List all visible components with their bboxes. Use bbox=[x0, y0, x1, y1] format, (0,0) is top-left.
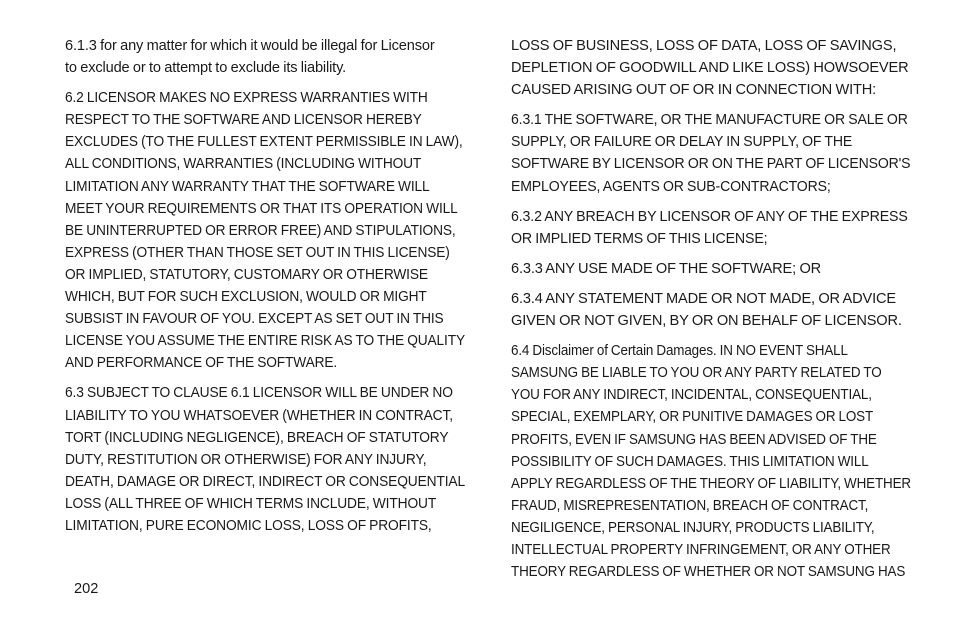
clause-6-3-4: 6.3.4 ANY STATEMENT MADE OR NOT MADE, OR ADVICE GIVEN OR NOT GIVEN, BY OR ON BEHALF OF LICENSOR. bbox=[511, 290, 902, 330]
clause-6-4: 6.4 Disclaimer of Certain Damages. IN NO EVENT SHALL SAMSUNG BE LIABLE TO YOU OR ANY PARTY RELATED TO YOU FOR ANY INDIRECT, INCIDENTAL, CONSEQUENTIAL, SPECIAL, EXEMPLARY, OR PUNITIVE DAMAGES OR LOST PROFITS, EVEN IF SAMSUNG HAS BEEN ADVISED OF THE POSSIBILITY OF SUCH DAMAGES. THIS LIMITATION WILL APPLY REGARDLESS OF THE THEORY OF LIABILITY, WHETHER FRAUD, MISREPRESENTATION, BREACH OF CONTRACT, NEGILIGENCE, PERSONAL INJURY, PRODUCTS LIABILITY, INTELLECTUAL PROPERTY INFRINGEMENT, OR ANY OTHER THEORY REGARDLESS OF WHETHER OR NOT SAMSUNG HAS bbox=[511, 343, 911, 581]
left-column bbox=[65, 35, 465, 545]
clause-6-3-1: 6.3.1 THE SOFTWARE, OR THE MANUFACTURE OR SALE OR SUPPLY, OR FAILURE OR DELAY IN SUPPLY, OF THE SOFTWARE BY LICENSOR OR ON THE PART OF LICENSOR'S EMPLOYEES, AGENTS OR SUB-CONTRACTORS; bbox=[511, 112, 911, 195]
page-number: 202 bbox=[74, 581, 99, 597]
clause-6-3-2: 6.3.2 ANY BREACH BY LICENSOR OF ANY OF THE EXPRESS OR IMPLIED TERMS OF THIS LICENSE; bbox=[511, 208, 908, 247]
clause-6-2: 6.2 LICENSOR MAKES NO EXPRESS WARRANTIES WITH RESPECT TO THE SOFTWARE AND LICENSOR HEREBY EXCLUDES (TO THE FULLEST EXTENT PERMISSIBLE IN LAW), ALL CONDITIONS, WARRANTIES (INCLUDING WITHOUT LIMITATION ANY WARRANTY THAT THE SOFTWARE WILL MEET YOUR REQUIREMENTS OR THAT ITS OPERATION WILL BE UNINTERRUPTED OR ERROR FREE) AND STIPULATIONS, EXPRESS (OTHER THAN THOSE SET OUT IN THIS LICENSE) OR IMPLIED, STATUTORY, CUSTOMARY OR OTHERWISE WHICH, BUT FOR SUCH EXCLUSION, WOULD OR MIGHT SUBSIST IN FAVOUR OF YOU. EXCEPT AS SET OUT IN THIS LICENSE YOU ASSUME THE ENTIRE RISK AS TO THE QUALITY AND PERFORMANCE OF THE SOFTWARE. bbox=[65, 90, 465, 372]
clause-6-3-3: 6.3.3 ANY USE MADE OF THE SOFTWARE; OR bbox=[511, 260, 822, 277]
right-column bbox=[511, 35, 911, 591]
clause-6-3-continued: LOSS OF BUSINESS, LOSS OF DATA, LOSS OF SAVINGS, DEPLETION OF GOODWILL AND LIKE LOSS) HOWSOEVER CAUSED ARISING OUT OF OR IN CONNECTION WITH: bbox=[511, 38, 909, 99]
clause-6-3: 6.3 SUBJECT TO CLAUSE 6.1 LICENSOR WILL BE UNDER NO LIABILITY TO YOU WHATSOEVER (WHETHER IN CONTRACT, TORT (INCLUDING NEGLIGENCE), BREACH OF STATUTORY DUTY, RESTITUTION OR OTHERWISE) FOR ANY INJURY, DEATH, DAMAGE OR DIRECT, INDIRECT OR CONSEQUENTIAL LOSS (ALL THREE OF WHICH TERMS INCLUDE, WITHOUT LIMITATION, PURE ECONOMIC LOSS, LOSS OF PROFITS, bbox=[65, 385, 465, 534]
clause-6-1-3: 6.1.3 for any matter for which it would be illegal for Licensor to exclude or to attempt to exclude its liability. bbox=[65, 38, 435, 77]
